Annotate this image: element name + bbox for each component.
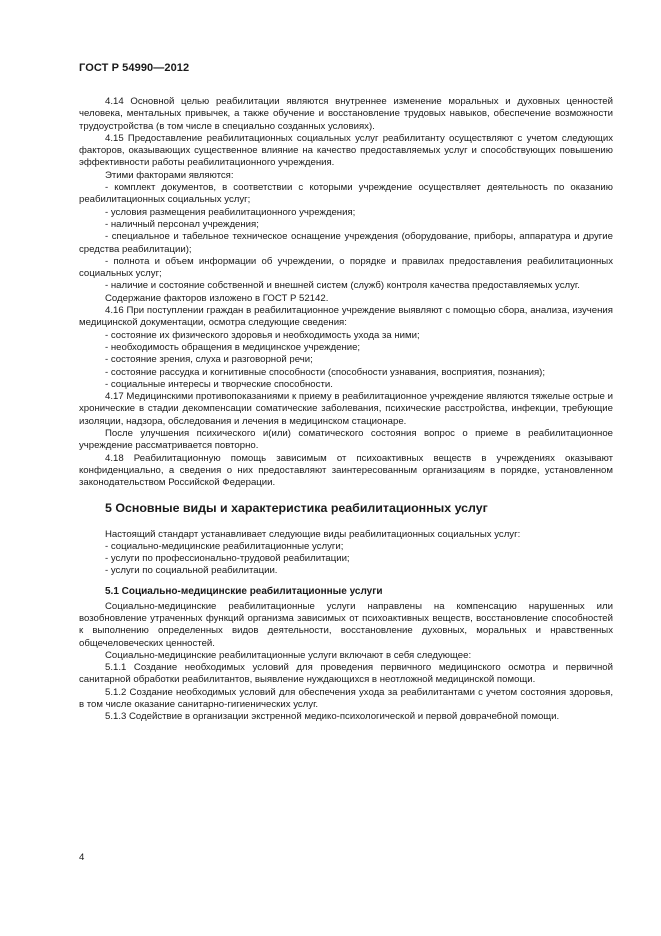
paragraph: Содержание факторов изложено в ГОСТ Р 52142. (105, 292, 329, 304)
list-item: - социальные интересы и творческие способности. (105, 378, 333, 390)
list-item: - состояние зрения, слуха и разговорной речи; (105, 354, 313, 366)
list-item: - полнота и объем информации об учреждении, о порядке и правилах предоставления реабилитационных социальных услуг; (79, 255, 613, 280)
paragraph: 4.15 Предоставление реабилитационных социальных услуг реабилитанту осуществляют с учетом следующих факторов, оказывающих существенное влияние на качество предоставляемых услуг и способствующих повышению эффективности работы реабилитационного учреждения. (79, 132, 613, 169)
list-item: - условия размещения реабилитационного учреждения; (105, 206, 356, 218)
paragraph: Социально-медицинские реабилитационные услуги направлены на компенсацию нарушенных или возобновление утраченных функций организма зависимых от психоактивных веществ, восстановление способностей к выполнению определенных видов деятельности, восстановление духовных, моральных и нравственных общечеловеческих ценностей. (79, 600, 613, 649)
paragraph: 5.1.3 Содействие в организации экстренной медико-психологической и первой доврачебной помощи. (105, 711, 560, 723)
list-item: - необходимость обращения в медицинское учреждение; (105, 341, 361, 353)
list-item: - состояние их физического здоровья и необходимость ухода за ними; (105, 329, 420, 341)
list-item: - комплект документов, в соответствии с которыми учреждение осуществляет деятельность по оказанию реабилитационных социальных услуг; (79, 182, 613, 206)
paragraph: 4.16 При поступлении граждан в реабилитационное учреждение выявляют с помощью сбора, анализа, изучения медицинской документации, осмотра следующие сведения: (79, 305, 613, 329)
list-item: - наличие и состояние собственной и внешней систем (служб) контроля качества предоставляемых услуг. (105, 280, 580, 292)
standard-header: ГОСТ Р 54990—2012 (79, 62, 190, 74)
document-body (79, 96, 613, 724)
subsection-heading: 5.1 Социально-медицинские реабилитационные услуги (105, 585, 383, 597)
paragraph: Настоящий стандарт устанавливает следующие виды реабилитационных социальных услуг: (105, 528, 521, 540)
paragraph: После улучшения психического и(или) соматического состояния вопрос о приеме в реабилитационное учреждение рассматривается повторно. (79, 428, 613, 452)
list-item: - специальное и табельное техническое оснащение учреждения (оборудование, приборы, аппаратура и другие средства реабилитации); (79, 231, 613, 255)
page-number: 4 (79, 852, 85, 863)
paragraph: 5.1.2 Создание необходимых условий для обеспечения ухода за реабилитантами с учетом состояния здоровья, в том числе оказание санитарно-гигиенических услуг. (79, 686, 613, 711)
section-heading: 5 Основные виды и характеристика реабилитационных услуг (105, 500, 488, 515)
list-item: - наличный персонал учреждения; (105, 218, 259, 230)
paragraph: 5.1.1 Создание необходимых условий для проведения первичного медицинского осмотра и первичной санитарной обработки реабилитантов, выявление нуждающихся в неотложной медицинской помощи. (79, 662, 613, 686)
paragraph: 4.14 Основной целью реабилитации являются внутреннее изменение моральных и духовных ценностей человека, ментальных привычек, а также обучение и восстановление трудовых навыков, обеспечение возможности трудоустройства (в том числе в специально созданных условиях). (79, 96, 613, 132)
paragraph: Социально-медицинские реабилитационные услуги включают в себя следующее: (105, 649, 472, 661)
list-item: - социально-медицинские реабилитационные услуги; (105, 540, 344, 552)
paragraph: Этими факторами являются: (105, 169, 234, 181)
paragraph: 4.18 Реабилитационную помощь зависимым от психоактивных веществ в учреждениях оказывают конфиденциально, а сведения о них предоставляют заинтересованным организациям в порядке, установленном законодательством Российской Федерации. (79, 452, 613, 489)
list-item: - услуги по социальной реабилитации. (105, 565, 278, 577)
list-item: - услуги по профессионально-трудовой реабилитации; (105, 553, 350, 565)
paragraph: 4.17 Медицинскими противопоказаниями к приему в реабилитационное учреждение являются тяжелые острые и хронические в стадии декомпенсации соматические заболевания, психические расстройства, инфекции, требующие изоляции, надзора, обследования и лечения в медицинском стационаре. (79, 391, 613, 427)
list-item: - состояние рассудка и когнитивные способности (способности узнавания, восприятия, познания); (105, 366, 545, 378)
